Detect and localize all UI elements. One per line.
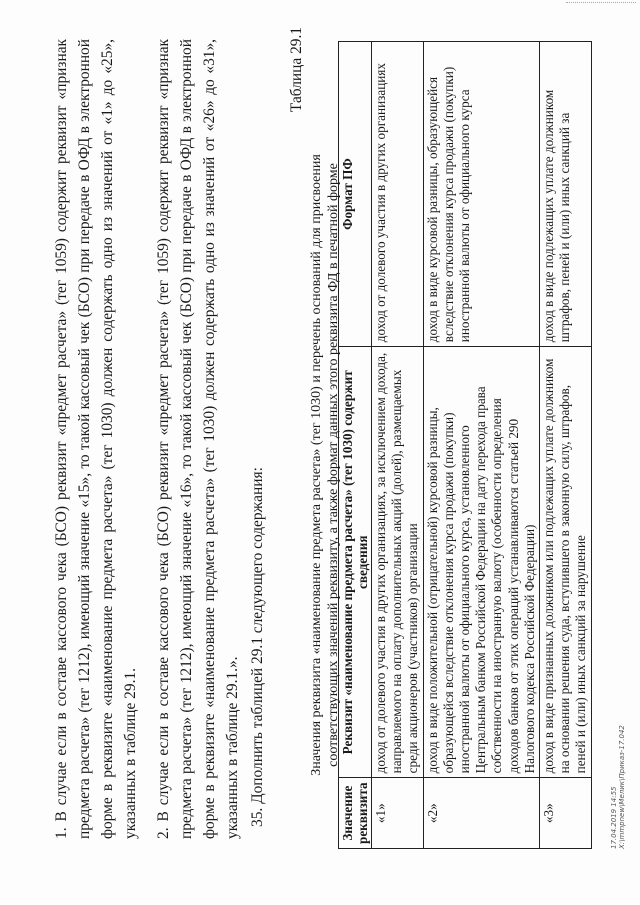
row-code: «1» bbox=[372, 778, 424, 849]
table-29-1 bbox=[338, 41, 592, 849]
row-info: доход в виде положительной (отрицательной) курсовой разницы, образующейся вследствие отклонения курса продажи (покупки) иностранной валюты от официального курса, установленного Центральным банком Российской Федерации на дату перехода права собственности на иностранную валюту (особенности определения доходов банков от этих операций устанавливаются статьей 290 Налогового кодекса Российской Федерации) bbox=[423, 347, 539, 778]
header-code: Значение реквизита bbox=[339, 778, 372, 849]
header-info: Реквизит «наименование предмета расчета» (тег 1030) содержит сведения bbox=[339, 347, 372, 778]
table-title: Значения реквизита «наименование предмета расчета» (тег 1030) и перечень оснований для присвоения соответствующих значений реквизиту, а также формат данных этого реквизита ФД в печатной форме bbox=[309, 154, 341, 776]
row-info: доход от долевого участия в других организациях, за исключением дохода, направляемого на оплату дополнительных акций (долей), размещаемых среди акционеров (участников) организации bbox=[372, 347, 424, 778]
table-header-row bbox=[339, 42, 372, 849]
stamp-path: Х:\mmpnew\Мелик\Приказ-17.042 bbox=[618, 725, 626, 849]
header-format: Формат ПФ bbox=[339, 42, 372, 347]
row-code: «2» bbox=[423, 778, 539, 849]
row-format: доход в виде курсовой разницы, образующейся вследствие отклонения курса продажи (покупки) иностранной валюты от официального курса bbox=[423, 42, 539, 347]
table-row bbox=[540, 42, 592, 849]
paragraph-35: 35. Дополнить таблицей 29.1 следующего содержания: bbox=[249, 467, 266, 827]
table-row bbox=[423, 42, 539, 849]
row-format: доход в виде подлежащих уплате должником штрафов, пеней и (или) иных санкций за bbox=[540, 42, 592, 347]
stamp-date: 17.04.2019 14:55 bbox=[610, 786, 618, 849]
paragraph-2: 2. В случае если в составе кассового чека (БСО) реквизит «предмет расчета» (тег 1059) содержит реквизит «признак предмета расчета» (тег 1212), имеющий значение «16», то такой кассовый чек (БСО) при передаче в ОФД в электронной форме в реквизите «наименование предмета расчета» (тег 1030) должен содержать одно из значений от «26» до «31», указанных в таблице 29.1.». bbox=[155, 39, 241, 839]
row-info: доход в виде признанных должником или подлежащих уплате должником на основании решения суда, вступившего в законную силу, штрафов, пеней и (или) иных санкций за нарушение bbox=[540, 347, 592, 778]
row-code: «3» bbox=[540, 778, 592, 849]
row-format: доход от долевого участия в других организациях bbox=[372, 42, 424, 347]
paragraph-1: 1. В случае если в составе кассового чека (БСО) реквизит «предмет расчета» (тег 1059) содержит реквизит «признак предмета расчета» (тег 1212), имеющий значение «15», то такой кассовый чек (БСО) при передаче в ОФД в электронной форме в реквизите «наименование предмета расчета» (тег 1030) должен содержать одно из значений от «1» до «25», указанных в таблице 29.1. bbox=[53, 39, 139, 839]
table-row bbox=[372, 42, 424, 849]
table-caption: Таблица 29.1 bbox=[288, 27, 305, 113]
file-path-stamp bbox=[610, 725, 626, 849]
rotated-content bbox=[20, 5, 626, 885]
